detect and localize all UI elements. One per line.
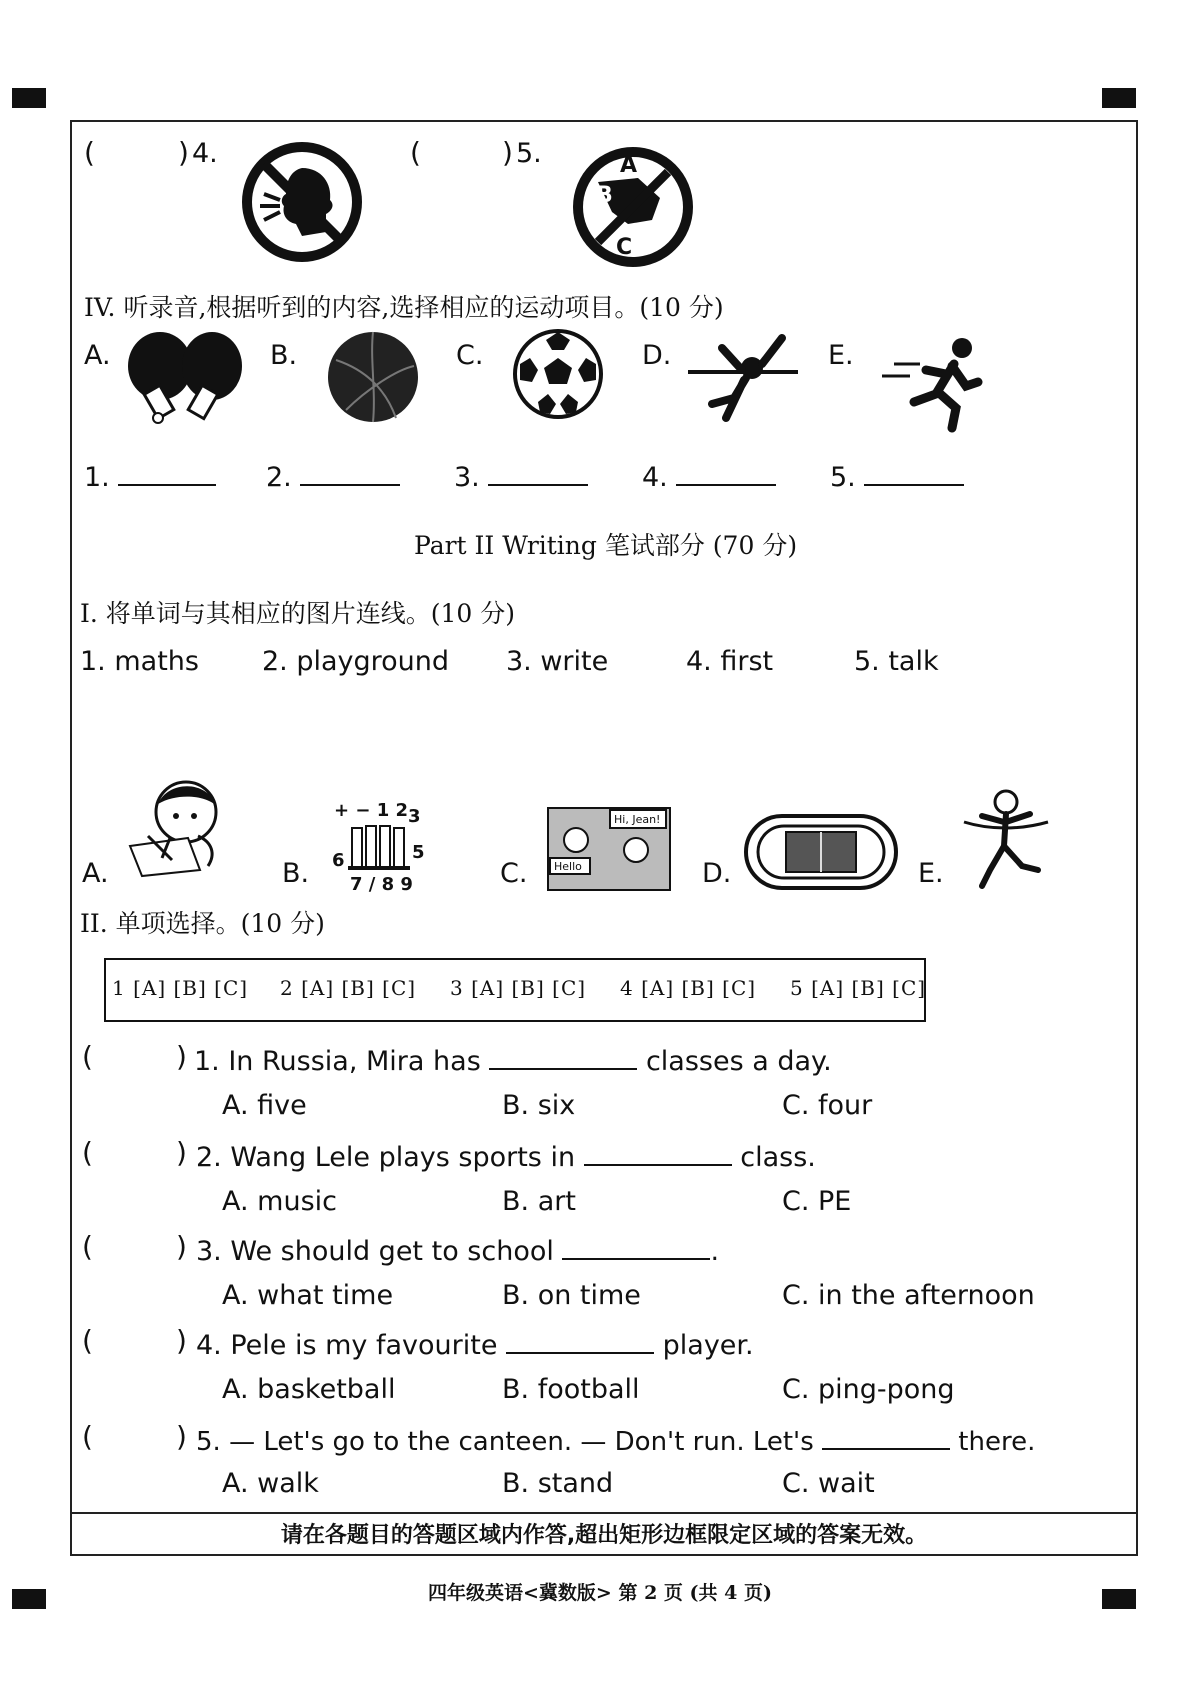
q1-option-a: A. five (222, 1090, 307, 1121)
svg-text:C: C (616, 235, 633, 260)
answer-blank-3: 3. (454, 458, 588, 493)
answer-sheet-box (104, 958, 926, 1022)
ping-pong-icon (128, 330, 243, 425)
registration-mark-top-left (12, 88, 46, 108)
section-i-title: I. 将单词与其相应的图片连线。(10 分) (80, 599, 516, 628)
picture-b-label: B. (282, 858, 310, 889)
basketball-icon (326, 330, 420, 424)
svg-text:6: 6 (332, 850, 345, 871)
no-shouting-icon (240, 140, 365, 265)
word-maths: 1. maths (80, 646, 199, 677)
q3-option-a: A. what time (222, 1280, 394, 1311)
high-jump-icon (686, 328, 801, 428)
question-4: 4. Pele is my favourite player. (196, 1326, 754, 1361)
maths-numbers-picture (330, 796, 430, 895)
children-talking-comic (546, 806, 672, 892)
item4-open-paren: ( (84, 136, 95, 169)
section-ii-title: II. 单项选择。(10 分) (80, 909, 325, 938)
q2-option-c: C. PE (782, 1186, 852, 1217)
answer-blank-2: 2. (266, 458, 400, 493)
q5-close-paren: ) (176, 1420, 187, 1453)
runner-finish-picture (960, 786, 1052, 890)
question-3: 3. We should get to school . (196, 1232, 719, 1267)
q1-option-c: C. four (782, 1090, 873, 1121)
comic-bubble-hi: Hi, Jean! (614, 813, 661, 826)
answer-choice-4[interactable]: 4 [A] [B] [C] (620, 976, 757, 1000)
page-footer: 四年级英语<冀数版> 第 2 页 (共 4 页) (428, 1582, 772, 1604)
svg-text:A: A (620, 153, 638, 178)
q3-open-paren: ( (82, 1230, 93, 1263)
registration-mark-top-right (1102, 88, 1136, 108)
answer-choice-1[interactable]: 1 [A] [B] [C] (112, 976, 249, 1000)
answer-blank-4: 4. (642, 458, 776, 493)
answer-choice-2[interactable]: 2 [A] [B] [C] (280, 976, 417, 1000)
answer-area-notice: 请在各题目的答题区域内作答,超出矩形边框限定区域的答案无效。 (280, 1523, 928, 1548)
q1-option-b: B. six (502, 1090, 576, 1121)
picture-e-label: E. (918, 858, 944, 889)
comic-bubble-hello: Hello (554, 860, 582, 873)
svg-text:B: B (596, 183, 613, 208)
question-2: 2. Wang Lele plays sports in class. (196, 1138, 816, 1173)
q2-open-paren: ( (82, 1136, 93, 1169)
q1-close-paren: ) (176, 1040, 187, 1073)
notice-divider (70, 1512, 1138, 1514)
word-first: 4. first (686, 646, 774, 677)
football-icon (512, 328, 604, 420)
q3-close-paren: ) (176, 1230, 187, 1263)
option-a-label: A. (84, 340, 111, 371)
svg-text:7 / 8 9: 7 / 8 9 (350, 874, 413, 895)
option-e-label: E. (828, 340, 854, 371)
child-writing-picture (128, 776, 233, 876)
word-write: 3. write (506, 646, 609, 677)
part-ii-title: Part II Writing 笔试部分 (70 分) (414, 531, 798, 560)
q4-option-c: C. ping-pong (782, 1374, 955, 1405)
item5-close-paren: ) (502, 136, 513, 169)
section-iv-title: IV. 听录音,根据听到的内容,选择相应的运动项目。(10 分) (84, 293, 724, 322)
question-5: 5. — Let's go to the canteen. — Don't run. Let's there. (196, 1422, 1035, 1457)
item4-close-paren: ) (178, 136, 189, 169)
answer-blank-5: 5. (830, 458, 964, 493)
word-talk: 5. talk (854, 646, 939, 677)
option-b-label: B. (270, 340, 298, 371)
q5-open-paren: ( (82, 1420, 93, 1453)
q2-option-b: B. art (502, 1186, 576, 1217)
no-cheating-icon (568, 142, 698, 272)
q2-option-a: A. music (222, 1186, 337, 1217)
q2-close-paren: ) (176, 1136, 187, 1169)
word-playground: 2. playground (262, 646, 450, 677)
item5-open-paren: ( (410, 136, 421, 169)
q4-open-paren: ( (82, 1324, 93, 1357)
running-icon (880, 336, 990, 431)
q5-option-b: B. stand (502, 1468, 614, 1499)
q3-option-b: B. on time (502, 1280, 641, 1311)
option-c-label: C. (456, 340, 484, 371)
picture-d-label: D. (702, 858, 732, 889)
answer-choice-3[interactable]: 3 [A] [B] [C] (450, 976, 587, 1000)
svg-text:+ − 1 2: + − 1 2 (334, 800, 409, 821)
item4-number: 4. (192, 138, 218, 169)
answer-choice-5[interactable]: 5 [A] [B] [C] (790, 976, 927, 1000)
q5-option-a: A. walk (222, 1468, 319, 1499)
q5-option-c: C. wait (782, 1468, 875, 1499)
q4-option-b: B. football (502, 1374, 640, 1405)
q3-option-c: C. in the afternoon (782, 1280, 1035, 1311)
picture-c-label: C. (500, 858, 528, 889)
q4-close-paren: ) (176, 1324, 187, 1357)
answer-blank-1: 1. (84, 458, 216, 493)
q1-open-paren: ( (82, 1040, 93, 1073)
svg-text:5: 5 (412, 842, 425, 863)
svg-text:3: 3 (408, 806, 421, 827)
picture-a-label: A. (82, 858, 109, 889)
option-d-label: D. (642, 340, 672, 371)
item5-number: 5. (516, 138, 542, 169)
question-1: 1. In Russia, Mira has classes a day. (194, 1042, 832, 1077)
playground-track-picture (742, 812, 900, 892)
q4-option-a: A. basketball (222, 1374, 396, 1405)
